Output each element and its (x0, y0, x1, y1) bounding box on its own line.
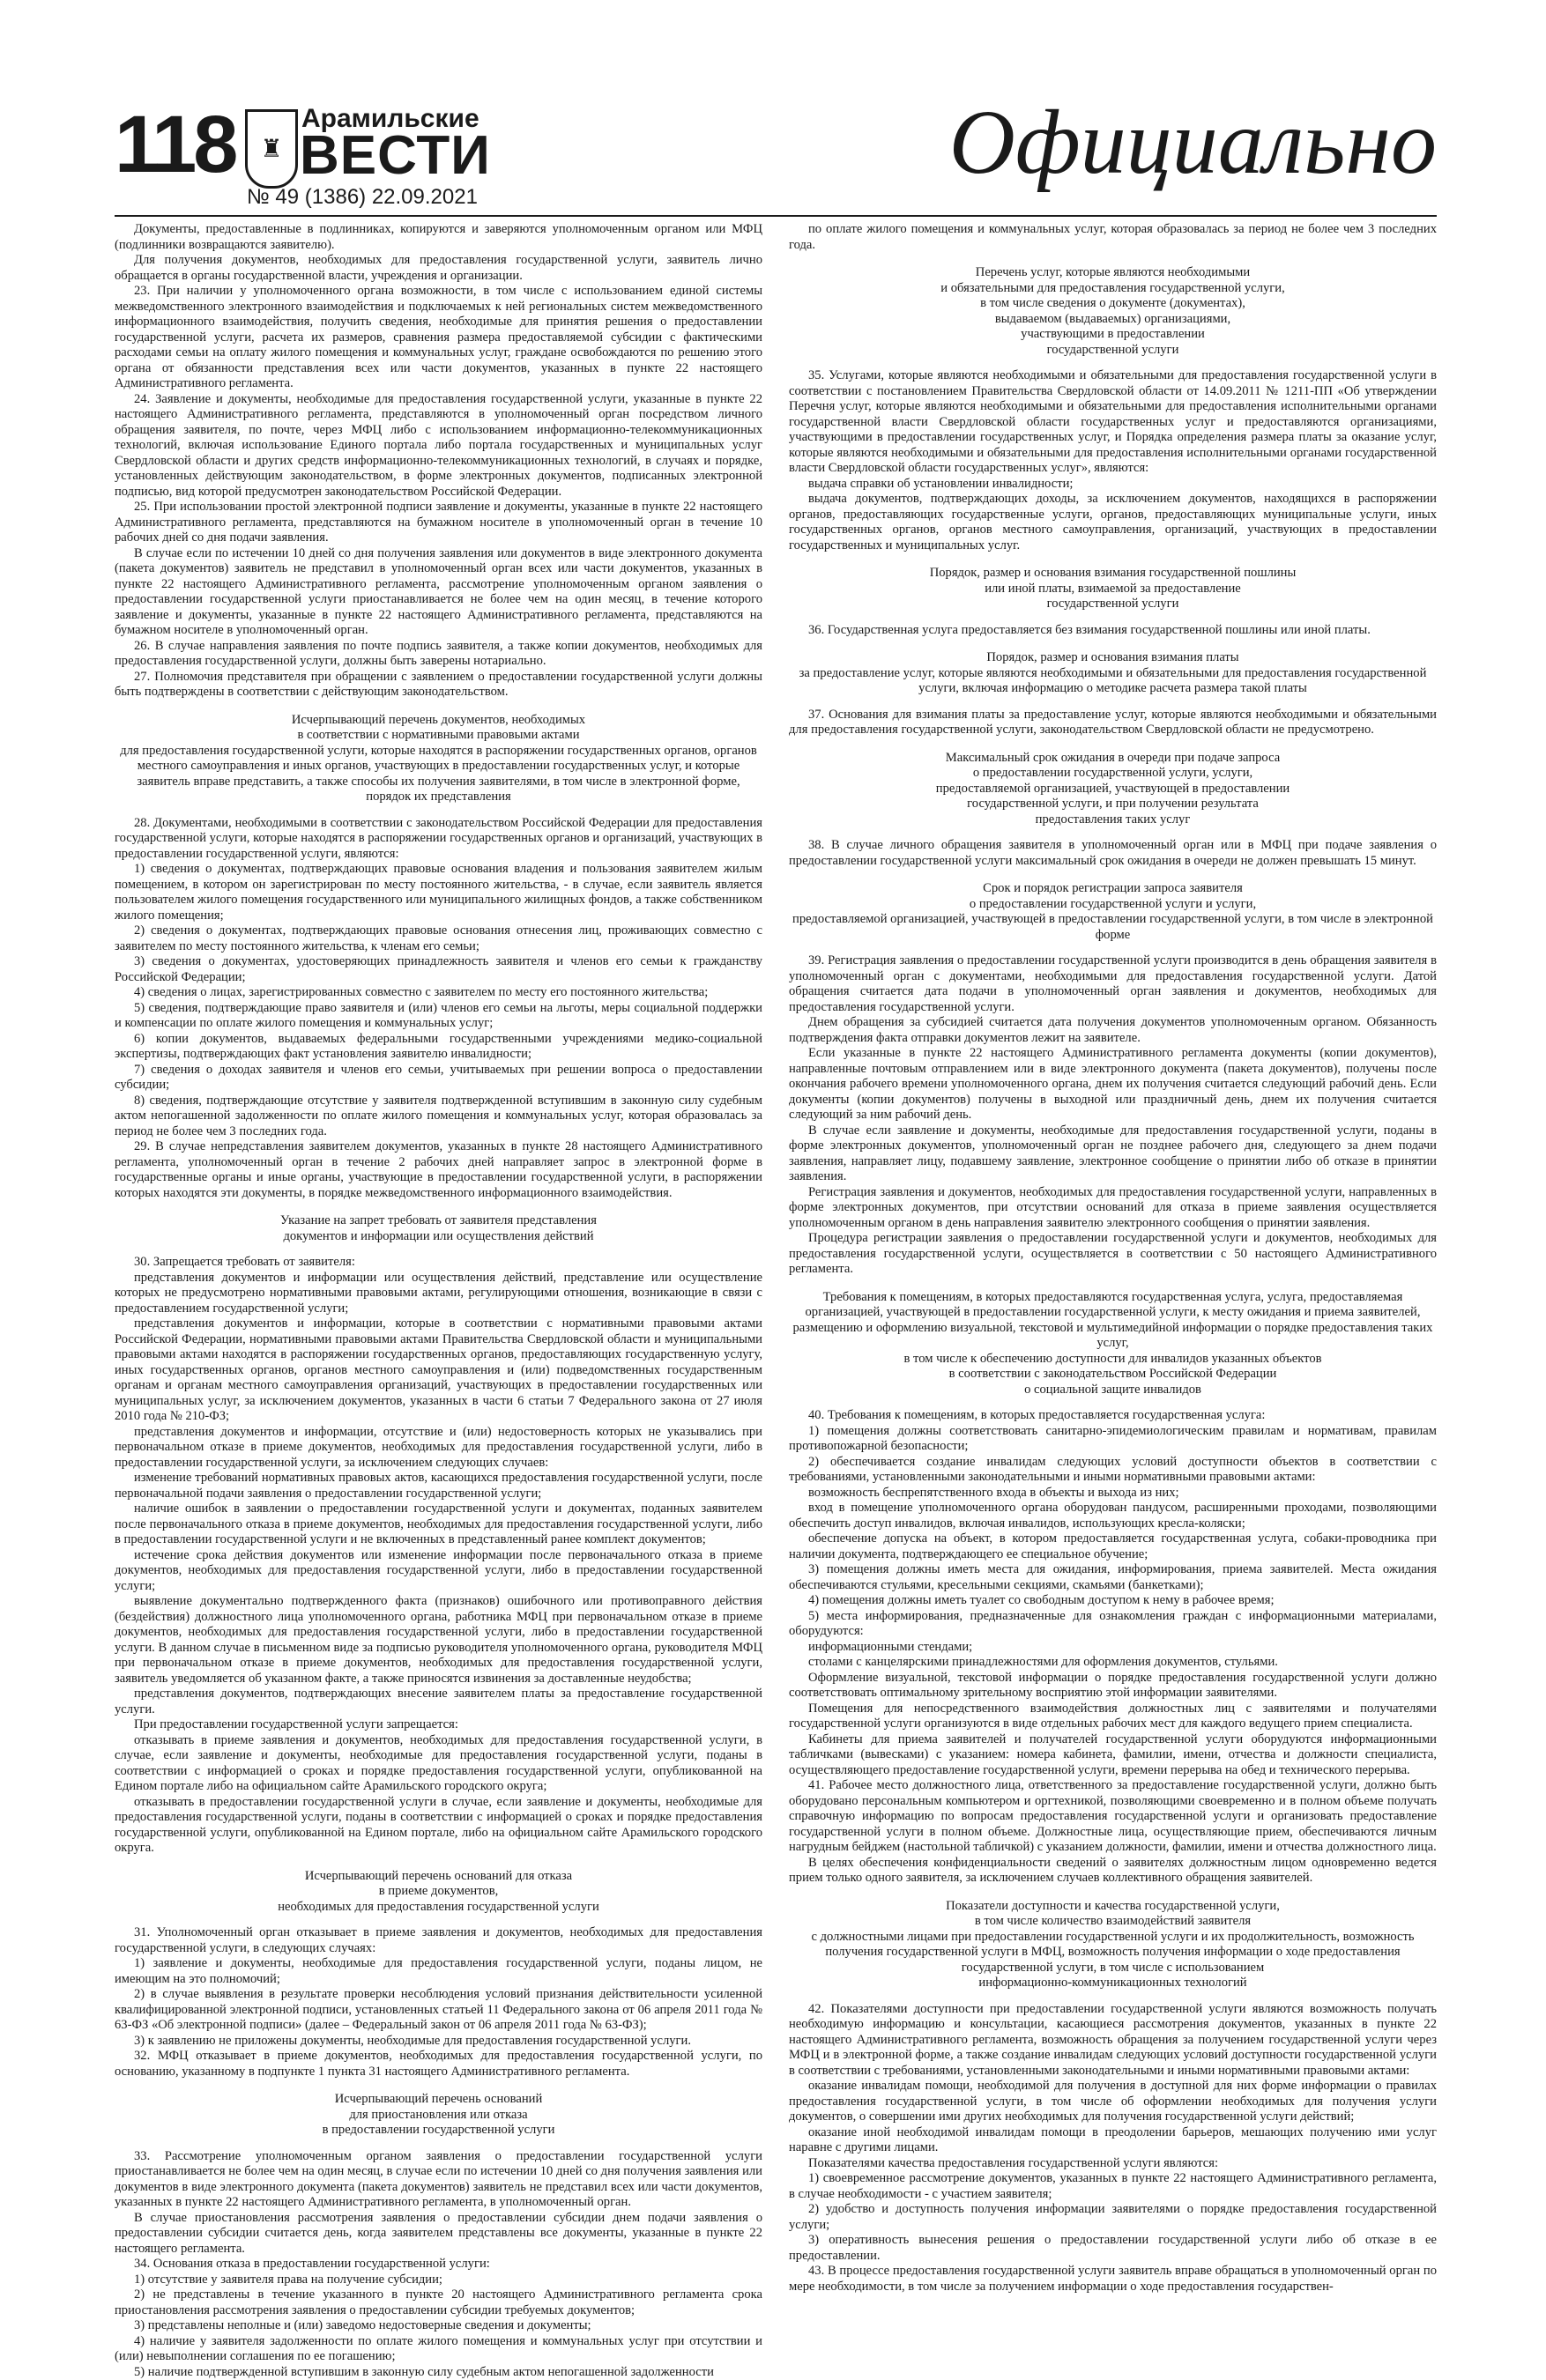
paragraph: 28. Документами, необходимыми в соответствии с законодательством Российской Федерации для предоставления государственной услуги, которые находятся в распоряжении государственных органов и организаций, участвующих в предоставлении государственной услуги, являются: (115, 816, 762, 863)
coat-of-arms-icon: ♜ (245, 109, 298, 189)
paragraph: оказание инвалидам помощи, необходимой для получения в доступной для них форме информации о правилах предоставления государственной услуги, в том числе об оформлении необходимых для получения услуги документов, о совершении ими других необходимых для получения государственной услуги действий; (789, 2079, 1437, 2125)
paragraph: Показателями качества предоставления государственной услуги являются: (789, 2156, 1437, 2172)
section-heading: Исчерпывающий перечень документов, необходимых в соответствии с нормативными правовыми актами для предоставления государственной услуги, которые находятся в распоряжении государственных органов, органов местного самоуправления и иных органов, участвующих в предоставлении государственных услуг, и которые заявитель вправе представить, а также способы их получения заявителями, в том числе в электронной форме, порядок их представления (115, 713, 762, 805)
paragraph: 3) представлены неполные и (или) заведомо недостоверные сведения и документы; (115, 2318, 762, 2334)
paragraph: представления документов и информации, отсутствие и (или) недостоверность которых не указывались при первоначальном отказе в приеме документов, необходимых для предоставления государственной услуги, либо в предоставлении государственной услуги, за исключением следующих случаев: (115, 1425, 762, 1472)
paragraph: 2) в случае выявления в результате проверки несоблюдения условий признания действительности усиленной квалифицированной электронной подписи, установленных статьей 11 Федерального закона от 06 апреля 2011 года № 63-ФЗ «Об электронной подписи» (далее – Федеральный закон от 06 апреля 2011 года № 63-ФЗ); (115, 1987, 762, 2034)
paragraph: выявление документально подтвержденного факта (признаков) ошибочного или противоправного действия (бездействия) должностного лица уполномоченного органа, работника МФЦ при первоначальном отказе в приеме документов, необходимых для предоставления государственной услуги, либо в предоставлении государственной услуги. В данном случае в письменном виде за подписью руководителя уполномоченного органа, руководителя МФЦ при первоначальном отказе в приеме документов, необходимых для предоставления государственной услуги, заявитель уведомляется об указанном факте, а также приносятся извинения за доставленные неудобства; (115, 1594, 762, 1687)
issue-number: № 49 (1386) 22.09.2021 (247, 185, 478, 210)
masthead (115, 97, 1437, 220)
paragraph: 5) сведения, подтверждающие право заявителя и (или) членов его семьи на льготы, меры социальной поддержки и компенсации по оплате жилого помещения и коммунальных услуг; (115, 1001, 762, 1032)
paragraph: 24. Заявление и документы, необходимые для предоставления государственной услуги, указанные в пункте 22 настоящего Административного регламента, представляются в уполномоченный орган посредством личного обращения заявителя, по почте, через МФЦ либо с использованием информационно-телекоммуникационных технологий, включая использование Единого портала либо портала государственных и муниципальных услуг Свердловской области и других средств информационно-телекоммуникационных технологий, в случаях и порядке, установленных действующим законодательством, в форме электронных документов, подписанных электронной подписью, вид которой предусмотрен законодательством Российской Федерации. (115, 392, 762, 500)
paragraph: выдача документов, подтверждающих доходы, за исключением документов, находящихся в распоряжении органов, предоставляющих государственные услуги, органов, предоставляющих муниципальные услуги, иных государственных органов, органов местного самоуправления, организаций, участвующих в предоставлении государственных и муниципальных услуг. (789, 492, 1437, 553)
paragraph: 2) обеспечивается создание инвалидам следующих условий доступности объектов в соответствии с требованиями, установленными законодательными и иными нормативными правовыми актами: (789, 1455, 1437, 1486)
paragraph: Если указанные в пункте 22 настоящего Административного регламента документы (копии документов), направленные почтовым отправлением или в виде электронного документа (пакета документов), получены после окончания рабочего времени уполномоченного органа, днем их получения считается следующий рабочий день. Если документы (копии документов) получены в выходной или праздничный день, днем их получения считается следующий за ним рабочий день. (789, 1046, 1437, 1123)
paragraph: 35. Услугами, которые являются необходимыми и обязательными для предоставления государственной услуги в соответствии с постановлением Правительства Свердловской области от 14.09.2011 № 1211-ПП «Об утверждении Перечня услуг, которые являются необходимыми и обязательными для предоставления исполнительными органами государственной власти Свердловской области государственных услуг и предоставляются организациями, участвующими в предоставлении государственных услуг, и Порядка определения размера платы за оказание услуг, которые являются необходимыми и обязательными для предоставления исполнительными органами государственной власти Свердловской области государственных услуг», являются: (789, 368, 1437, 477)
paragraph: столами с канцелярскими принадлежностями для оформления документов, стульями. (789, 1655, 1437, 1671)
paragraph: Кабинеты для приема заявителей и получателей государственной услуги оборудуются информационными табличками (вывесками) с указанием: номера кабинета, фамилии, имени, отчества и должности специалиста, осуществляющего предоставление государственной услуги, времени перерыва на обед и технического перерыва. (789, 1732, 1437, 1779)
section-heading: Указание на запрет требовать от заявителя представления документов и информации или осуществления действий (115, 1213, 762, 1244)
paragraph: 39. Регистрация заявления о предоставлении государственной услуги производится в день обращения заявителя в уполномоченный орган с документами, необходимыми для предоставления государственной услуги. Датой обращения считается дата подачи в уполномоченный орган заявления и документов, необходимых для предоставления государственной услуги. (789, 953, 1437, 1015)
paragraph: 5) наличие подтвержденной вступившим в законную силу судебным актом непогашенной задолженности (115, 2365, 762, 2380)
paragraph: отказывать в приеме заявления и документов, необходимых для предоставления государственной услуги, в случае, если заявление и документы, необходимые для предоставления государственной услуги, поданы в соответствии с информацией о сроках и порядке предоставления государственной услуги, опубликованной на Едином портале либо на официальном сайте Арамильского городского округа; (115, 1733, 762, 1795)
section-heading: Требования к помещениям, в которых предоставляются государственная услуга, услуга, предоставляемая организацией, участвующей в предоставлении государственной услуги, к месту ожидания и приема заявителей, размещению и оформлению визуальной, текстовой и мультимедийной информации о порядке предоставления таких услуг, в том числе к обеспечению доступности для инвалидов указанных объектов в соответствии с законодательством Российской Федерации о социальной защите инвалидов (789, 1290, 1437, 1398)
paragraph: 6) копии документов, выдаваемых федеральными государственными учреждениями медико-социальной экспертизы, подтверждающих факт установления заявителю инвалидности; (115, 1032, 762, 1063)
paragraph: Оформление визуальной, текстовой информации о порядке предоставления государственной услуги должно соответствовать оптимальному зрительному восприятию этой информации заявителями. (789, 1671, 1437, 1702)
logo-top-text: Арамильские (301, 104, 479, 134)
paragraph: вход в помещение уполномоченного органа оборудован пандусом, расширенными проходами, позволяющими обеспечить доступ инвалидов, включая инвалидов, использующих кресла-коляски; (789, 1501, 1437, 1531)
section-heading: Срок и порядок регистрации запроса заявителя о предоставлении государственной услуги и услуги, предоставляемой организацией, участвующей в предоставлении государственной услуги, в том числе в электронной форме (789, 881, 1437, 943)
paragraph: выдача справки об установлении инвалидности; (789, 477, 1437, 493)
paragraph: В случае если по истечении 10 дней со дня получения заявления или документов в виде электронного документа (пакета документов) заявитель не представил в уполномоченный орган всех или части документов, указанных в пункте 22 настоящего Административного регламента, рассмотрение уполномоченным органом заявления о предоставлении государственной услуги приостанавливается не более чем на один месяц, в течение которого заявление и документы, указанные в пункте 22 настоящего Административного регламента, представляются на бумажном носителе в уполномоченный орган. (115, 546, 762, 639)
header-divider (115, 215, 1437, 217)
paragraph: 42. Показателями доступности при предоставлении государственной услуги являются возможность получать необходимую информацию и консультации, касающиеся рассмотрения документов, указанных в пункте 22 настоящего Административного регламента, возможность обращения за получением государственной услуги через МФЦ и в электронной форме, а также создание инвалидам следующих условий доступности государственной услуги в соответствии с требованиями, установленными законодательными и иными нормативными правовыми актами: (789, 2002, 1437, 2080)
paragraph: 43. В процессе предоставления государственной услуги заявитель вправе обращаться в уполномоченный орган по мере необходимости, в том числе за получением информации о ходе предоставления государствен- (789, 2264, 1437, 2295)
paragraph: 8) сведения, подтверждающие отсутствие у заявителя подтвержденной вступившим в законную силу судебным актом непогашенной задолженности по оплате жилого помещения и коммунальных услуг, которая образовалась за период не более чем 3 последних года. (115, 1094, 762, 1140)
paragraph: представления документов и информации или осуществления действий, представление или осуществление которых не предусмотрено нормативными правовыми актами, регулирующими отношения, возникающие в связи с предоставлением государственной услуги; (115, 1271, 762, 1317)
paragraph: 1) отсутствие у заявителя права на получение субсидии; (115, 2272, 762, 2288)
paragraph: 4) сведения о лицах, зарегистрированных совместно с заявителем по месту его постоянного жительства; (115, 985, 762, 1001)
right-column (789, 222, 1437, 2161)
paragraph: 3) сведения о документах, удостоверяющих принадлежность заявителя и членов его семьи к гражданству Российской Федерации; (115, 954, 762, 985)
paragraph: При предоставлении государственной услуги запрещается: (115, 1717, 762, 1733)
section-heading: Максимальный срок ожидания в очереди при подаче запроса о предоставлении государственной услуги, услуги, предоставляемой организацией, участвующей в предоставлении государственной услуги, и при получении результата предоставления таких услуг (789, 751, 1437, 828)
section-heading: Порядок, размер и основания взимания платы за предоставление услуг, которые являются необходимыми и обязательными для предоставления государственной услуги, включая информацию о методике расчета размера такой платы (789, 650, 1437, 697)
paragraph: истечение срока действия документов или изменение информации после первоначального отказа в приеме документов, необходимых для предоставления государственной услуги, либо в предоставлении государственной услуги; (115, 1548, 762, 1595)
paragraph: 36. Государственная услуга предоставляется без взимания государственной пошлины или иной платы. (789, 623, 1437, 639)
paragraph: 3) помещения должны иметь места для ожидания, информирования, приема заявителей. Места ожидания обеспечиваются стульями, кресельными секциями, скамьями (банкетками); (789, 1562, 1437, 1593)
left-column (115, 222, 762, 2161)
paragraph: 26. В случае направления заявления по почте подпись заявителя, а также копии документов, необходимых для предоставления государственной услуги, должны быть заверены нотариально. (115, 639, 762, 670)
paragraph: по оплате жилого помещения и коммунальных услуг, которая образовалась за период не более чем 3 последних года. (789, 222, 1437, 253)
section-heading: Порядок, размер и основания взимания государственной пошлины или иной платы, взимаемой за предоставление государственной услуги (789, 566, 1437, 612)
section-heading: Показатели доступности и качества государственной услуги, в том числе количество взаимодействий заявителя с должностными лицами при предоставлении государственной услуги и их продолжительность, возможность получения государственной услуги в МФЦ, возможность получения информации о ходе предоставления государственной услуги, в том числе с использованием информационно-коммуникационных технологий (789, 1899, 1437, 1991)
paragraph: 1) сведения о документах, подтверждающих правовые основания владения и пользования заявителем жилым помещением, в котором он зарегистрирован по месту постоянного жительства, - в случае, если заявитель является пользователем жилого помещения государственного или муниципального жилищных фондов, а также собственником жилого помещения; (115, 862, 762, 923)
paragraph: 3) оперативность вынесения решения о предоставлении государственной услуги либо об отказе в ее предоставлении. (789, 2233, 1437, 2264)
paragraph: 38. В случае личного обращения заявителя в уполномоченный орган или в МФЦ при подаче заявления о предоставлении государственной услуги максимальный срок ожидания в очереди не должен превышать 15 минут. (789, 838, 1437, 869)
paragraph: обеспечение допуска на объект, в котором предоставляется государственная услуга, собаки-проводника при наличии документа, подтверждающего ее специальное обучение; (789, 1531, 1437, 1562)
paragraph: 30. Запрещается требовать от заявителя: (115, 1255, 762, 1271)
page-number: 118 (115, 104, 234, 185)
paragraph: 25. При использовании простой электронной подписи заявление и документы, указанные в пункте 22 настоящего Административного регламента, представляются на бумажном носителе в уполномоченный орган в течение 10 рабочих дней со дня подачи заявления. (115, 500, 762, 546)
paragraph: отказывать в предоставлении государственной услуги в случае, если заявление и документы, необходимые для предоставления государственной услуги, поданы в соответствии с информацией о сроках и порядке предоставления государственной услуги, опубликованной на Едином портале, либо на официальном сайте Арамильского городского округа. (115, 1795, 762, 1857)
section-heading: Перечень услуг, которые являются необходимыми и обязательными для предоставления государственной услуги, в том числе сведения о документе (документах), выдаваемом (выдаваемых) организациями, участвующими в предоставлении государственной услуги (789, 265, 1437, 358)
paragraph: 3) к заявлению не приложены документы, необходимые для предоставления государственной услуги. (115, 2034, 762, 2050)
section-heading: Исчерпывающий перечень оснований для отказа в приеме документов, необходимых для предоставления государственной услуги (115, 1869, 762, 1916)
paragraph: В целях обеспечения конфиденциальности сведений о заявителях должностным лицом одновременно ведется прием только одного заявителя, за исключением случаев коллективного обращения заявителей. (789, 1856, 1437, 1887)
section-heading: Исчерпывающий перечень оснований для приостановления или отказа в предоставлении государственной услуги (115, 2092, 762, 2139)
paragraph: 40. Требования к помещениям, в которых предоставляется государственная услуга: (789, 1408, 1437, 1424)
paragraph: 4) наличие у заявителя задолженности по оплате жилого помещения и коммунальных услуг при отсутствии и (или) невыполнении соглашения по ее погашению; (115, 2334, 762, 2365)
paragraph: 2) сведения о документах, подтверждающих правовые основания отнесения лиц, проживающих совместно с заявителем по месту постоянного жительства, к членам его семьи; (115, 923, 762, 954)
paragraph: В случае если заявление и документы, необходимые для предоставления государственной услуги, поданы в форме электронных документов, уполномоченный орган не позднее рабочего дня, следующего за днем подачи заявления, направляет лицу, подавшему заявление, электронное сообщение о принятии либо об отказе в принятии заявления. (789, 1123, 1437, 1185)
paragraph: 4) помещения должны иметь туалет со свободным доступом к нему в рабочее время; (789, 1593, 1437, 1609)
paragraph: 29. В случае непредставления заявителем документов, указанных в пункте 28 настоящего Административного регламента, уполномоченный орган в течение 2 рабочих дней направляет запрос в электронной форме в государственные органы и иные органы, участвующие в предоставлении государственной услуги, в распоряжении которых находятся эти документы, в порядке межведомственного информационного взаимодействия. (115, 1139, 762, 1201)
newspaper-logo (245, 100, 562, 189)
paragraph: 5) места информирования, предназначенные для ознакомления граждан с информационными материалами, оборудуются: (789, 1609, 1437, 1640)
paragraph: информационными стендами; (789, 1640, 1437, 1656)
paragraph: Для получения документов, необходимых для предоставления государственной услуги, заявитель лично обращается в органы государственной власти, учреждения и организации. (115, 253, 762, 284)
paragraph: наличие ошибок в заявлении о предоставлении государственной услуги и документах, поданных заявителем после первоначального отказа в приеме документов, необходимых для предоставления государственной услуги, либо в предоставлении государственной услуги и не включенных в представленный ранее комплект документов; (115, 1501, 762, 1548)
section-title: Официально (949, 97, 1437, 189)
logo-main-text: ВЕСТИ (300, 129, 491, 183)
paragraph: Регистрация заявления и документов, необходимых для предоставления государственной услуги, направленных в форме электронных документов, при отсутствии оснований для отказа в приеме заявления осуществляется уполномоченным органом в день направления заявителю электронного сообщения о принятии заявления. (789, 1185, 1437, 1232)
paragraph: представления документов и информации, которые в соответствии с нормативными правовыми актами Российской Федерации, нормативными правовыми актами Правительства Свердловской области и муниципальными правовыми актами находятся в распоряжении государственных органов, предоставляющих государственную услугу, иных государственных органов, органов местного самоуправления и (или) подведомственных государственным органам и органам местного самоуправления организаций, участвующих в предоставлении государственных или муниципальных услуг, за исключением документов, указанных в части 6 статьи 7 Федерального закона от 27 июля 2010 года № 210-ФЗ; (115, 1316, 762, 1425)
paragraph: 27. Полномочия представителя при обращении с заявлением о предоставлении государственной услуги должны быть подтверждены в соответствии с действующим законодательством. (115, 670, 762, 701)
paragraph: возможность беспрепятственного входа в объекты и выхода из них; (789, 1486, 1437, 1501)
paragraph: 33. Рассмотрение уполномоченным органом заявления о предоставлении государственной услуги приостанавливается не более чем на один месяц, в случае если по истечении 10 дней со дня получения заявления или документов в виде электронного документа (пакета документов) заявитель не представил всех или части документов, указанных в пункте 22 настоящего Административного регламента, в уполномоченный орган. (115, 2149, 762, 2211)
paragraph: изменение требований нормативных правовых актов, касающихся предоставления государственной услуги, после первоначальной подачи заявления о предоставлении государственной услуги; (115, 1471, 762, 1501)
paragraph: 7) сведения о доходах заявителя и членов его семьи, учитываемых при решении вопроса о предоставлении субсидии; (115, 1063, 762, 1094)
paragraph: 2) не представлены в течение указанного в пункте 20 настоящего Административного регламента срока приостановления рассмотрения заявления о предоставлении субсидии требуемых документов; (115, 2287, 762, 2318)
paragraph: 34. Основания отказа в предоставлении государственной услуги: (115, 2257, 762, 2272)
paragraph: 1) своевременное рассмотрение документов, указанных в пункте 22 настоящего Административного регламента, в случае необходимости - с участием заявителя; (789, 2171, 1437, 2202)
paragraph: 1) помещения должны соответствовать санитарно-эпидемиологическим правилам и нормативам, правилам противопожарной безопасности; (789, 1424, 1437, 1455)
paragraph: 31. Уполномоченный орган отказывает в приеме заявления и документов, необходимых для предоставления государственной услуги, в следующих случаях: (115, 1925, 762, 1956)
paragraph: оказание иной необходимой инвалидам помощи в преодолении барьеров, мешающих получению ими услуг наравне с другими лицами. (789, 2125, 1437, 2156)
paragraph: Днем обращения за субсидией считается дата получения документов уполномоченным органом. Обязанность подтверждения факта отправки документов лежит на заявителе. (789, 1015, 1437, 1046)
paragraph: 37. Основания для взимания платы за предоставление услуг, которые являются необходимыми и обязательными для предоставления государственной услуги, законодательством Свердловской области не предусмотрено. (789, 708, 1437, 738)
paragraph: В случае приостановления рассмотрения заявления о предоставлении субсидии днем подачи заявления о предоставлении субсидии считается день, когда заявителем представлены все документы, указанные в пункте 22 настоящего регламента. (115, 2211, 762, 2258)
paragraph: 23. При наличии у уполномоченного органа возможности, в том числе с использованием единой системы межведомственного электронного взаимодействия и подключаемых к ней региональных систем межведомственного информационного взаимодействия, получить сведения, необходимые для принятия решения о предоставлении государственной услуги, расчета их размеров, сравнения размера предоставляемой субсидии с фактическими расходами семьи на оплату жилого помещения и коммунальных услуг, граждане освобождаются по решению этого органа от обязанности представления всех или части документов, указанных в пункте 22 настоящего Административного регламента. (115, 284, 762, 392)
paragraph: Процедура регистрации заявления о предоставлении государственной услуги и документов, необходимых для предоставления государственной услуги, осуществляется в соответствии с 50 настоящего Административного регламента. (789, 1231, 1437, 1278)
paragraph: Документы, предоставленные в подлинниках, копируются и заверяются уполномоченным органом или МФЦ (подлинники возвращаются заявителю). (115, 222, 762, 253)
paragraph: Помещения для непосредственного взаимодействия должностных лиц с заявителями и получателями государственной услуги организуются в виде отдельных рабочих мест для каждого ведущего прием специалиста. (789, 1702, 1437, 1732)
paragraph: представления документов, подтверждающих внесение заявителем платы за предоставление государственной услуги. (115, 1687, 762, 1717)
paragraph: 32. МФЦ отказывает в приеме документов, необходимых для предоставления государственной услуги, по основанию, указанному в подпункте 1 пункта 31 настоящего Административного регламента. (115, 2049, 762, 2080)
paragraph: 2) удобство и доступность получения информации заявителями о порядке предоставления государственной услуги; (789, 2202, 1437, 2233)
paragraph: 1) заявление и документы, необходимые для предоставления государственной услуги, поданы лицом, не имеющим на это полномочий; (115, 1956, 762, 1987)
paragraph: 41. Рабочее место должностного лица, ответственного за предоставление государственной услуги, должно быть оборудовано персональным компьютером и оргтехникой, позволяющими своевременно и в полном объеме получать справочную информацию по вопросам предоставления государственной услуги и организовать предоставление государственной услуги в полном объеме. Должностные лица, осуществляющие прием, обеспечиваются личным нагрудным бейджем (настольной табличкой) с указанием должности, фамилии, имени и отчества должностного лица. (789, 1778, 1437, 1856)
